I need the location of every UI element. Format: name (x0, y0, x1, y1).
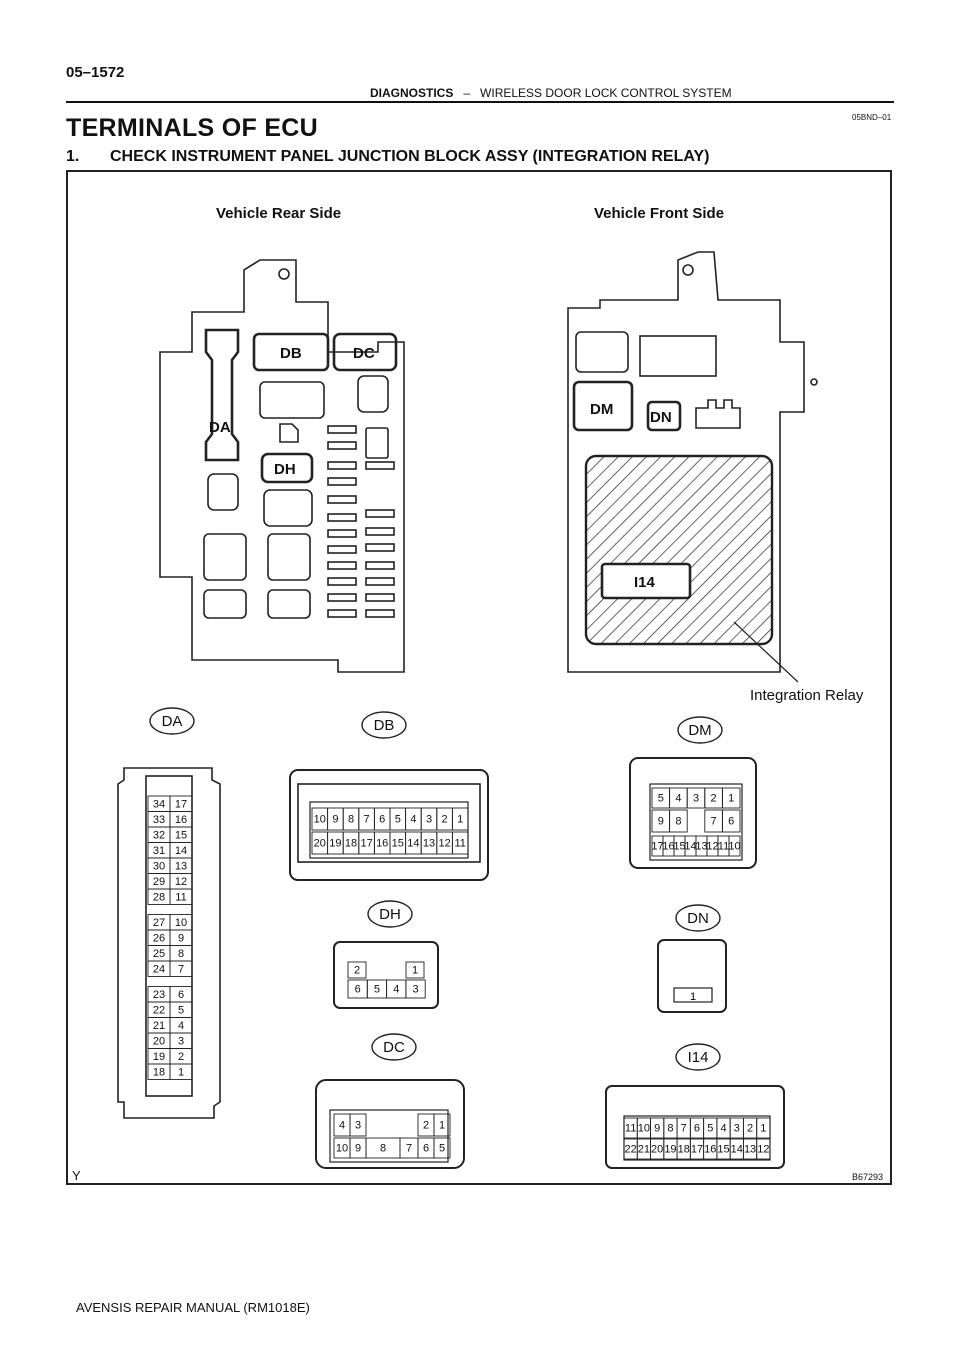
connector-label-da: DA (161, 713, 183, 730)
terminal-figure (66, 170, 892, 1185)
block-label-dh: DH (274, 461, 296, 478)
header-subsection: WIRELESS DOOR LOCK CONTROL SYSTEM (480, 86, 732, 100)
da-pin: 2 (177, 1050, 185, 1063)
da-pin: 21 (152, 1019, 166, 1032)
dc-pin: 8 (379, 1142, 387, 1155)
i14-pin: 16 (704, 1143, 717, 1156)
block-label-dc: DC (353, 345, 375, 362)
da-pin: 16 (174, 813, 188, 826)
da-pin: 9 (177, 932, 185, 945)
da-pin: 31 (152, 844, 166, 857)
i14-pin: 3 (733, 1122, 740, 1135)
dm-pin: 11 (717, 840, 730, 853)
dc-pin: 1 (438, 1119, 446, 1132)
step-heading (66, 148, 709, 166)
dm-pin: 14 (684, 840, 697, 853)
da-pin: 18 (152, 1066, 166, 1079)
db-pin: 8 (347, 813, 355, 826)
i14-pin: 17 (690, 1143, 704, 1156)
dm-pin: 12 (706, 840, 719, 853)
block-label-dm: DM (590, 401, 614, 418)
db-pin: 17 (360, 837, 373, 850)
connector-label-i14: I14 (687, 1049, 709, 1066)
db-pin: 7 (363, 813, 370, 826)
dh-pin: 6 (354, 983, 361, 996)
db-pin: 6 (379, 813, 386, 826)
i14-pin: 22 (624, 1143, 637, 1156)
i14-pin: 20 (651, 1143, 664, 1156)
db-pin: 11 (454, 837, 466, 850)
da-pin: 28 (152, 891, 166, 904)
db-pin: 4 (410, 813, 417, 826)
i14-pin: 10 (637, 1122, 651, 1135)
db-pin: 1 (457, 813, 464, 826)
block-label-dn: DN (650, 409, 672, 426)
block-label-da: DA (209, 419, 231, 436)
dh-pin: 4 (393, 983, 400, 996)
i14-pin: 4 (720, 1122, 727, 1135)
figure-id: B67293 (852, 1172, 884, 1182)
da-pin: 30 (152, 860, 166, 873)
da-pin: 32 (152, 829, 166, 842)
dm-pin: 10 (728, 840, 741, 853)
dh-pin: 2 (353, 964, 361, 977)
i14-pin: 9 (654, 1122, 661, 1135)
db-pin: 16 (376, 837, 389, 850)
dc-pin: 6 (422, 1142, 430, 1155)
i14-pin: 18 (677, 1143, 690, 1156)
i14-pin: 14 (730, 1143, 743, 1156)
da-pin: 14 (174, 844, 188, 857)
da-pin: 24 (152, 963, 166, 976)
da-pin: 29 (152, 875, 166, 888)
dm-pin: 15 (673, 840, 686, 853)
header-rule (66, 101, 894, 103)
dc-pin: 10 (335, 1142, 349, 1155)
i14-pin: 12 (757, 1143, 770, 1156)
i14-pin: 5 (707, 1122, 714, 1135)
connector-label-dn: DN (687, 910, 709, 927)
da-pin: 27 (152, 916, 166, 929)
da-pin: 25 (152, 947, 166, 960)
da-pin: 12 (174, 875, 188, 888)
page-number: 05–1572 (66, 64, 125, 81)
dn-pin: 1 (689, 991, 697, 1003)
dm-pin: 2 (710, 792, 717, 805)
block-label-db: DB (280, 345, 302, 362)
connector-label-dh: DH (379, 906, 401, 923)
db-pin: 12 (438, 837, 451, 850)
connector-label-dm: DM (688, 722, 712, 739)
da-pin: 22 (152, 1004, 166, 1017)
dh-pin: 1 (411, 964, 419, 977)
db-pin: 13 (422, 837, 436, 850)
dm-pin: 1 (728, 792, 735, 805)
step-number: 1. (66, 148, 80, 165)
i14-pin: 19 (664, 1143, 677, 1156)
db-pin: 14 (407, 837, 420, 850)
dh-pin: 5 (373, 983, 381, 996)
da-slot (206, 330, 238, 460)
db-pin: 9 (332, 813, 339, 826)
db-pin: 15 (391, 837, 404, 850)
dm-pin: 13 (695, 840, 708, 853)
da-pin: 15 (174, 829, 188, 842)
integration-relay-hatch (586, 456, 772, 644)
dm-pin: 4 (675, 792, 682, 805)
dm-pin: 17 (651, 840, 664, 853)
db-pin: 18 (344, 837, 358, 850)
db-pin: 5 (394, 813, 401, 826)
i14-pin: 8 (667, 1122, 674, 1135)
fuse-slots (328, 426, 394, 617)
da-connector-outline (118, 768, 220, 1118)
da-pin: 19 (152, 1050, 166, 1063)
i14-pin: 1 (760, 1122, 767, 1135)
i14-pin: 21 (637, 1143, 651, 1156)
i14-pin: 13 (743, 1143, 757, 1156)
rear-side-label: Vehicle Rear Side (216, 205, 342, 222)
da-pin: 4 (177, 1019, 185, 1032)
i14-pin: 15 (717, 1143, 730, 1156)
da-pin: 26 (152, 932, 166, 945)
db-pin: 10 (313, 813, 326, 826)
connector-label-db: DB (373, 717, 395, 734)
dc-pin: 3 (354, 1119, 362, 1132)
i14-pin: 11 (624, 1122, 637, 1135)
da-pin: 7 (177, 963, 185, 976)
db-pin: 20 (313, 837, 326, 850)
da-pin: 11 (175, 891, 187, 904)
dh-pin: 3 (412, 983, 419, 996)
da-pin: 17 (174, 798, 188, 811)
connector-pins (148, 788, 770, 1159)
da-pin: 13 (174, 860, 188, 873)
block-label-i14: I14 (634, 574, 655, 591)
dm-pin: 5 (657, 792, 664, 805)
dm-pin: 6 (728, 815, 735, 828)
dc-pin: 9 (354, 1142, 362, 1155)
da-pin: 1 (177, 1066, 185, 1079)
da-pin: 34 (152, 798, 166, 811)
i14-pin: 6 (693, 1122, 701, 1135)
corner-mark: Y (72, 1168, 81, 1183)
header-section: DIAGNOSTICS (370, 86, 454, 100)
da-pin: 23 (152, 988, 166, 1001)
step-text: CHECK INSTRUMENT PANEL JUNCTION BLOCK ASSY (INTEGRATION RELAY) (110, 148, 710, 165)
i14-pin: 7 (680, 1122, 687, 1135)
front-side-label: Vehicle Front Side (594, 205, 725, 222)
footer: AVENSIS REPAIR MANUAL (RM1018E) (76, 1300, 310, 1315)
dm-pin: 7 (710, 815, 717, 828)
running-header (370, 86, 732, 100)
connector-label-dc: DC (383, 1039, 405, 1056)
db-pin: 19 (329, 837, 342, 850)
dm-pin: 16 (662, 840, 675, 853)
db-pin: 2 (441, 813, 448, 826)
dm-pin: 3 (692, 792, 700, 805)
figure-drawing (68, 172, 890, 1183)
dc-pin: 4 (338, 1119, 346, 1132)
dc-pin: 2 (422, 1119, 430, 1132)
integration-relay-label: Integration Relay (750, 687, 864, 704)
doc-code: 05BND–01 (852, 113, 892, 122)
db-pin: 3 (425, 813, 433, 826)
page-title: TERMINALS OF ECU (66, 114, 319, 142)
dc-pin: 5 (438, 1142, 446, 1155)
dm-pin: 9 (657, 815, 664, 828)
i14-pin: 2 (747, 1122, 754, 1135)
da-pin: 5 (177, 1004, 185, 1017)
da-pin: 6 (177, 988, 185, 1001)
header-dash: – (463, 86, 471, 100)
da-pin: 10 (174, 916, 188, 929)
dc-pin: 7 (405, 1142, 413, 1155)
da-pin: 8 (177, 947, 185, 960)
dm-pin: 8 (675, 815, 682, 828)
da-pin: 33 (152, 813, 166, 826)
da-pin: 20 (152, 1035, 166, 1048)
da-pin: 3 (177, 1035, 185, 1048)
